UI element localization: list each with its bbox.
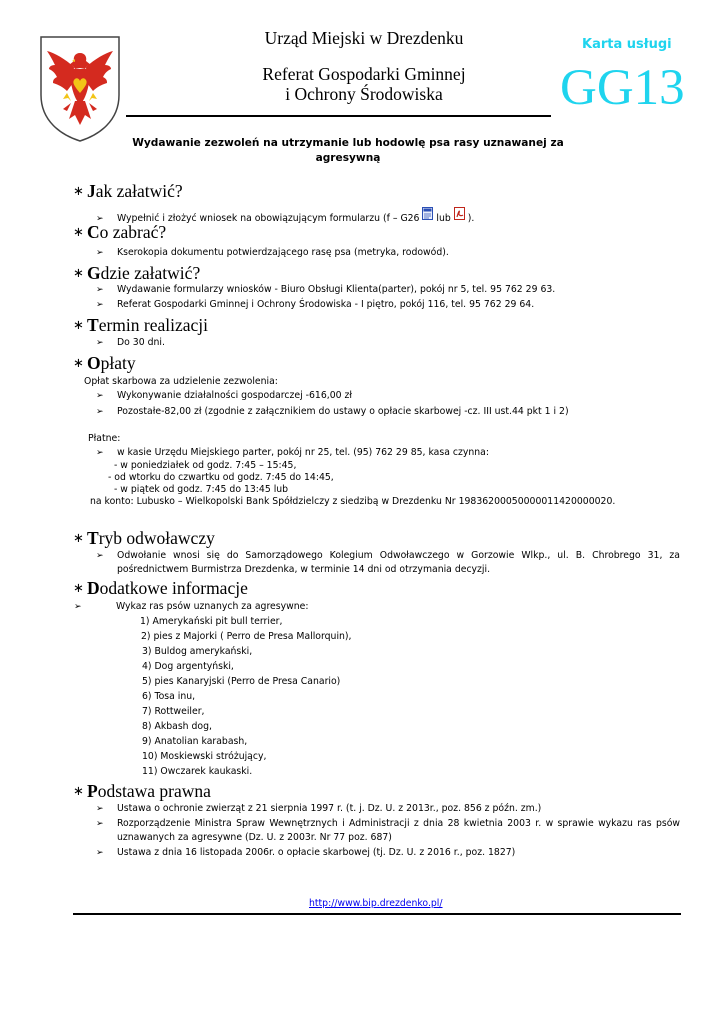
arrow-bullet-icon: ➢ — [96, 407, 104, 417]
asterisk-bullet-icon: ∗ — [73, 784, 84, 799]
arrow-bullet-icon: ➢ — [74, 602, 82, 612]
podstawa-text: Rozporządzenie Ministra Spraw Wewnętrznych i Administracji z dnia 28 kwietnia 2003 r. w sprawie wykazu ras psów uznawanych za agresywne (Dz. U. z 2003r. Nr 77 poz. 687) — [117, 818, 680, 843]
arrow-bullet-icon: ➢ — [96, 285, 104, 295]
section-heading-oplaty: ∗ Opłaty — [73, 353, 136, 373]
tryb-item — [96, 549, 680, 577]
podstawa-item: ➢ Ustawa z dnia 16 listopada 2006r. o opłacie skarbowej (tj. Dz. U. z 2016 r., poz. 1827) — [96, 847, 516, 858]
breed-item: 4) Dog argentyński, — [142, 661, 234, 672]
section-heading-gdzie: ∗ Gdzie załatwić? — [73, 263, 201, 283]
department-name-line2: i Ochrony Środowiska — [285, 84, 443, 104]
card-code: GG13 — [560, 60, 685, 116]
jak-item: ➢ Wypełnić i złożyć wniosek na obowiązującym formularzu (f – G26 lub ). — [96, 207, 474, 226]
co-item: ➢ Kserokopia dokumentu potwierdzającego rasę psa (metryka, rodowód). — [96, 247, 449, 258]
arrow-bullet-icon: ➢ — [96, 804, 104, 814]
gdzie-item: ➢ Wydawanie formularzy wniosków - Biuro Obsługi Klienta(parter), pokój nr 5, tel. 95 762 29 63. — [96, 284, 556, 295]
platne-kasa: ➢ w kasie Urzędu Miejskiego parter, pokój nr 25, tel. (95) 762 29 85, kasa czynna: — [96, 447, 489, 458]
dodatkowe-intro: ➢ Wykaz ras psów uznanych za agresywne: — [74, 601, 309, 612]
breed-item: 3) Buldog amerykański, — [142, 646, 253, 657]
office-name: Urząd Miejski w Drezdenku — [264, 28, 464, 48]
pdf-icon[interactable] — [454, 207, 465, 220]
service-title-line1: Wydawanie zezwoleń na utrzymanie lub hodowlę psa rasy uznawanej za — [132, 137, 564, 149]
section-heading-dodatkowe: ∗ Dodatkowe informacje — [73, 578, 248, 598]
coat-of-arms-logo — [39, 35, 121, 143]
termin-item: ➢ Do 30 dni. — [96, 337, 165, 348]
header-rule — [126, 115, 551, 117]
asterisk-bullet-icon: ∗ — [73, 318, 84, 333]
asterisk-bullet-icon: ∗ — [73, 581, 84, 596]
tryb-text: Odwołanie wnosi się do Samorządowego Kolegium Odwoławczego w Gorzowie Wlkp., ul. B. Chrobrego 31, za pośrednictwem Burmistrza Drezdenka, w terminie 14 dni od otrzymania decyzji. — [117, 550, 680, 575]
bank-account: na konto: Lubusko – Wielkopolski Bank Spółdzielczy z siedzibą w Drezdenku Nr 19836200050000011420000020. — [90, 496, 616, 507]
service-title-line2: agresywną — [315, 152, 381, 164]
arrow-bullet-icon: ➢ — [96, 848, 104, 858]
asterisk-bullet-icon: ∗ — [73, 225, 84, 240]
platne-label: Płatne: — [88, 433, 121, 444]
breed-item: 9) Anatolian karabash, — [142, 736, 248, 747]
asterisk-bullet-icon: ∗ — [73, 531, 84, 546]
arrow-bullet-icon: ➢ — [96, 214, 104, 224]
bip-link[interactable]: http://www.bip.drezdenko.pl/ — [309, 898, 443, 909]
kasa-hours: - w poniedziałek od godz. 7:45 – 15:45, — [114, 460, 297, 471]
gdzie-item: ➢ Referat Gospodarki Gminnej i Ochrony Środowiska - I piętro, pokój 116, tel. 95 762 29 64. — [96, 299, 535, 310]
arrow-bullet-icon: ➢ — [96, 338, 104, 348]
arrow-bullet-icon: ➢ — [96, 551, 104, 561]
breed-item: 11) Owczarek kaukaski. — [142, 766, 253, 777]
breed-item: 6) Tosa inu, — [142, 691, 196, 702]
card-label: Karta usługi — [582, 37, 672, 52]
oplaty-intro: Opłat skarbowa za udzielenie zezwolenia: — [84, 376, 278, 387]
podstawa-item — [96, 817, 680, 845]
arrow-bullet-icon: ➢ — [96, 248, 104, 258]
kasa-hours: - w piątek od godz. 7:45 do 13:45 lub — [114, 484, 289, 495]
oplaty-item: ➢ Wykonywanie działalności gospodarczej -616,00 zł — [96, 390, 353, 401]
arrow-bullet-icon: ➢ — [96, 448, 104, 458]
word-doc-icon[interactable] — [422, 207, 433, 220]
asterisk-bullet-icon: ∗ — [73, 266, 84, 281]
footer-rule — [73, 913, 681, 915]
arrow-bullet-icon: ➢ — [96, 819, 104, 829]
breed-item: 8) Akbash dog, — [142, 721, 212, 732]
podstawa-item: ➢ Ustawa o ochronie zwierząt z 21 sierpnia 1997 r. (t. j. Dz. U. z 2013r., poz. 856 z późn. zm.) — [96, 803, 542, 814]
asterisk-bullet-icon: ∗ — [73, 356, 84, 371]
section-heading-co: ∗ Co zabrać? — [73, 222, 167, 242]
breed-item: 2) pies z Majorki ( Perro de Presa Mallorquin), — [141, 631, 352, 642]
section-heading-podstawa: ∗ Podstawa prawna — [73, 781, 211, 801]
arrow-bullet-icon: ➢ — [96, 391, 104, 401]
breed-item: 1) Amerykański pit bull terrier, — [140, 616, 283, 627]
asterisk-bullet-icon: ∗ — [73, 184, 84, 199]
department-name-line1: Referat Gospodarki Gminnej — [262, 64, 466, 84]
breed-item: 10) Moskiewski stróżujący, — [142, 751, 267, 762]
section-heading-jak: ∗ Jak załatwić? — [73, 181, 183, 201]
service-title — [80, 136, 616, 166]
arrow-bullet-icon: ➢ — [96, 300, 104, 310]
kasa-hours: - od wtorku do czwartku od godz. 7:45 do 14:45, — [108, 472, 334, 483]
breed-item: 7) Rottweiler, — [142, 706, 205, 717]
oplaty-item: ➢ Pozostałe-82,00 zł (zgodnie z załącznikiem do ustawy o opłacie skarbowej -cz. III ust.44 pkt 1 i 2) — [96, 406, 569, 417]
section-heading-termin: ∗ Termin realizacji — [73, 315, 208, 335]
section-heading-tryb: ∗ Tryb odwoławczy — [73, 528, 215, 548]
breed-item: 5) pies Kanaryjski (Perro de Presa Canario) — [142, 676, 341, 687]
